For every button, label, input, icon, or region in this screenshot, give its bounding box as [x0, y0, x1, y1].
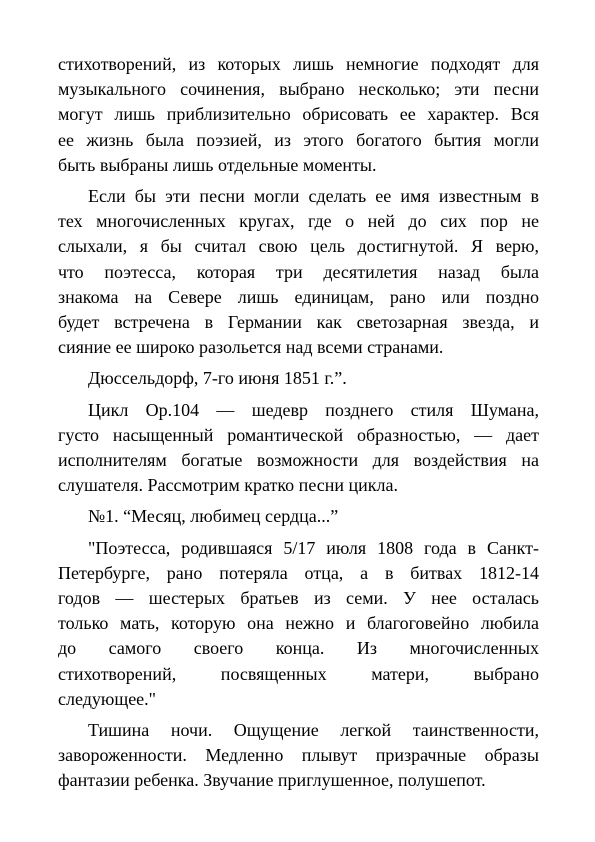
document-page [58, 52, 539, 800]
text-line: Дюссельдорф, 7-го июня 1851 г.”. [88, 368, 347, 389]
text-line: сияние ее широко разольется над всеми странами. [58, 337, 444, 358]
text-line: быть выбраны лишь отдельные моменты. [58, 154, 377, 175]
text-line: стихотворений, из которых лишь немногие подходят для [58, 54, 539, 74]
text-line: следующее." [58, 688, 157, 709]
text-line: могут лишь приблизительно обрисовать ее характер. Вся [58, 104, 539, 125]
text-line: "Поэтесса, родившаяся 5/17 июля 1808 года в Санкт- [88, 537, 539, 558]
text-line: музыкального сочинения, выбрано несколько; эти песни [58, 79, 539, 100]
text-line: слушателя. Рассмотрим кратко песни цикла. [58, 475, 398, 496]
text-line: до самого своего конца. Из многочисленных [58, 638, 539, 659]
text-line: стихотворений, посвященных матери, выбрано [58, 663, 539, 684]
text-line: Цикл Op.104 — шедевр позднего стиля Шумана, [88, 399, 539, 420]
paragraph [58, 52, 539, 178]
text-line: будет встречена в Германии как светозарная звезда, и [58, 312, 539, 333]
paragraph [58, 184, 539, 360]
paragraph [58, 718, 539, 794]
paragraph [58, 398, 539, 499]
text-line: Если бы эти песни могли сделать ее имя известным в [88, 186, 539, 207]
text-line: фантазии ребенка. Звучание приглушенное, полушепот. [58, 770, 486, 791]
text-line: что поэтесса, которая три десятилетия назад была [58, 261, 539, 282]
text-line: слыхали, я бы считал свою цель достигнутой. Я верю, [58, 236, 539, 257]
text-line: годов — шестерых братьев из семи. У нее осталась [58, 588, 539, 609]
text-line: №1. “Месяц, любимец сердца...” [88, 506, 339, 527]
text-line: густо насыщенный романтической образностью, — дает [58, 424, 539, 445]
text-line: только мать, которую она нежно и благоговейно любила [58, 613, 539, 634]
text-line: тех многочисленных кругах, где о ней до сих пор не [58, 211, 539, 232]
paragraph [58, 366, 539, 391]
text-line: Тишина ночи. Ощущение легкой таинственности, [88, 720, 539, 741]
paragraph [58, 504, 539, 529]
text-line: Петербурге, рано потеряла отца, а в битвах 1812-14 [58, 562, 539, 583]
text-line: знакома на Севере лишь единицам, рано или поздно [58, 286, 539, 307]
paragraph [58, 536, 539, 712]
text-line: ее жизнь была поэзией, из этого богатого бытия могли [58, 129, 539, 150]
text-line: исполнителям богатые возможности для воздействия на [58, 450, 539, 471]
text-line: завороженности. Медленно плывут призрачные образы [58, 745, 539, 766]
